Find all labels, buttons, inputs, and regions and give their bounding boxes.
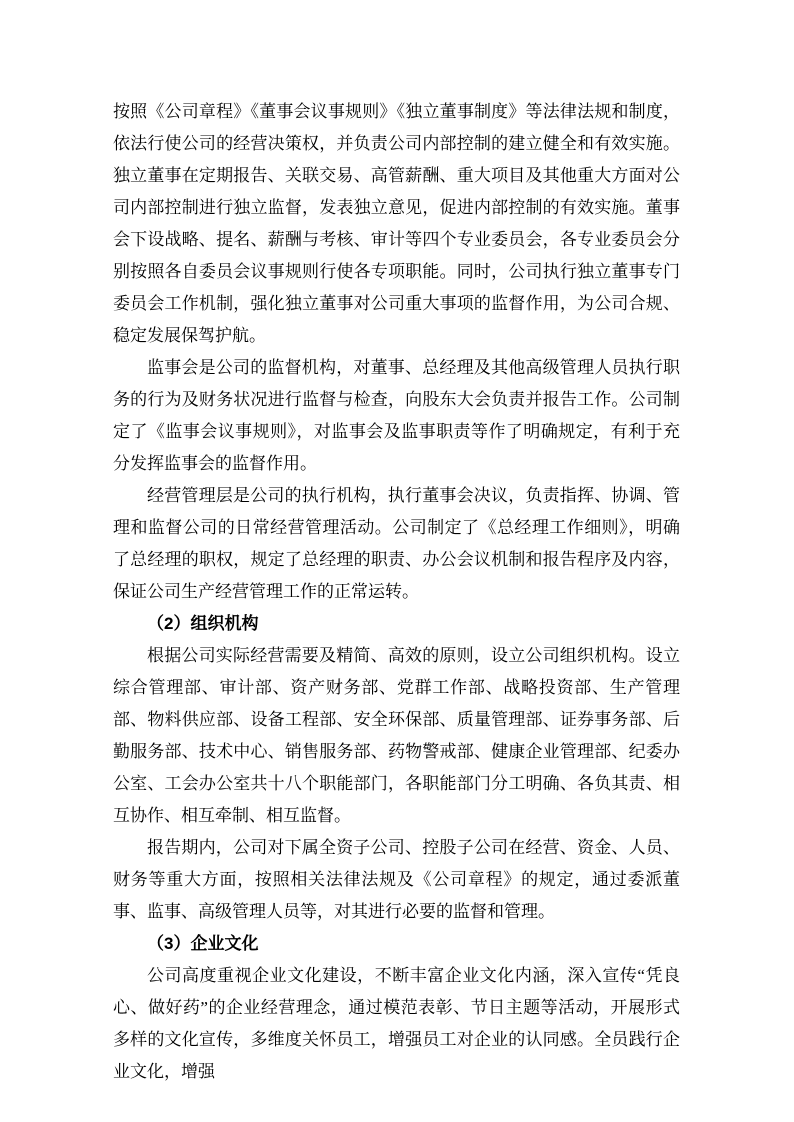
paragraph-departments: 根据公司实际经营需要及精简、高效的原则，设立公司组织机构。设立综合管理部、审计部、资产财务部、党群工作部、战略投资部、生产管理部、物料供应部、设备工程部、安全环保部、质量管理部、证券事务部、后勤服务部、技术中心、销售服务部、药物警戒部、健康企业管理部、纪委办公室、工会办公室共十八个职能部门，各职能部门分工明确、各负其责、相互协作、相互牵制、相互监督。 [113,646,680,825]
paragraph-culture: 公司高度重视企业文化建设，不断丰富企业文化内涵，深入宣传“凭良心、做好药”的企业经营理念，通过模范表彰、节日主题等活动，开展形式多样的文化宣传，多维度关怀员工，增强员工对企业的认同感。全员践行企业文化，增强 [113,966,680,1081]
paragraph-subsidiaries: 报告期内，公司对下属全资子公司、控股子公司在经营、资金、人员、财务等重大方面，按照相关法律法规及《公司章程》的规定，通过委派董事、监事、高级管理人员等，对其进行必要的监督和管理。 [113,838,680,921]
document-body [113,96,680,1088]
paragraph-continuation: 按照《公司章程》《董事会议事规则》《独立董事制度》等法律法规和制度，依法行使公司的经营决策权，并负责公司内部控制的建立健全和有效实施。独立董事在定期报告、关联交易、高管薪酬、重大项目及其他重大方面对公司内部控制进行独立监督，发表独立意见，促进内部控制的有效实施。董事会下设战略、提名、薪酬与考核、审计等四个专业委员会，各专业委员会分别按照各自委员会议事规则行使各专项职能。同时，公司执行独立董事专门委员会工作机制，强化独立董事对公司重大事项的监督作用，为公司合规、稳定发展保驾护航。 [113,102,680,345]
paragraph-management-layer: 经营管理层是公司的执行机构，执行董事会决议，负责指挥、协调、管理和监督公司的日常经营管理活动。公司制定了《总经理工作细则》，明确了总经理的职权，规定了总经理的职责、办公会议机制和报告程序及内容，保证公司生产经营管理工作的正常运转。 [113,486,680,601]
section-heading-culture: （3）企业文化 [147,934,259,953]
paragraph-supervisory-board: 监事会是公司的监督机构，对董事、总经理及其他高级管理人员执行职务的行为及财务状况进行监督与检查，向股东大会负责并报告工作。公司制定了《监事会议事规则》，对监事会及监事职责等作了明确规定，有利于充分发挥监事会的监督作用。 [113,358,680,473]
section-heading-organization: （2）组织机构 [147,614,259,633]
